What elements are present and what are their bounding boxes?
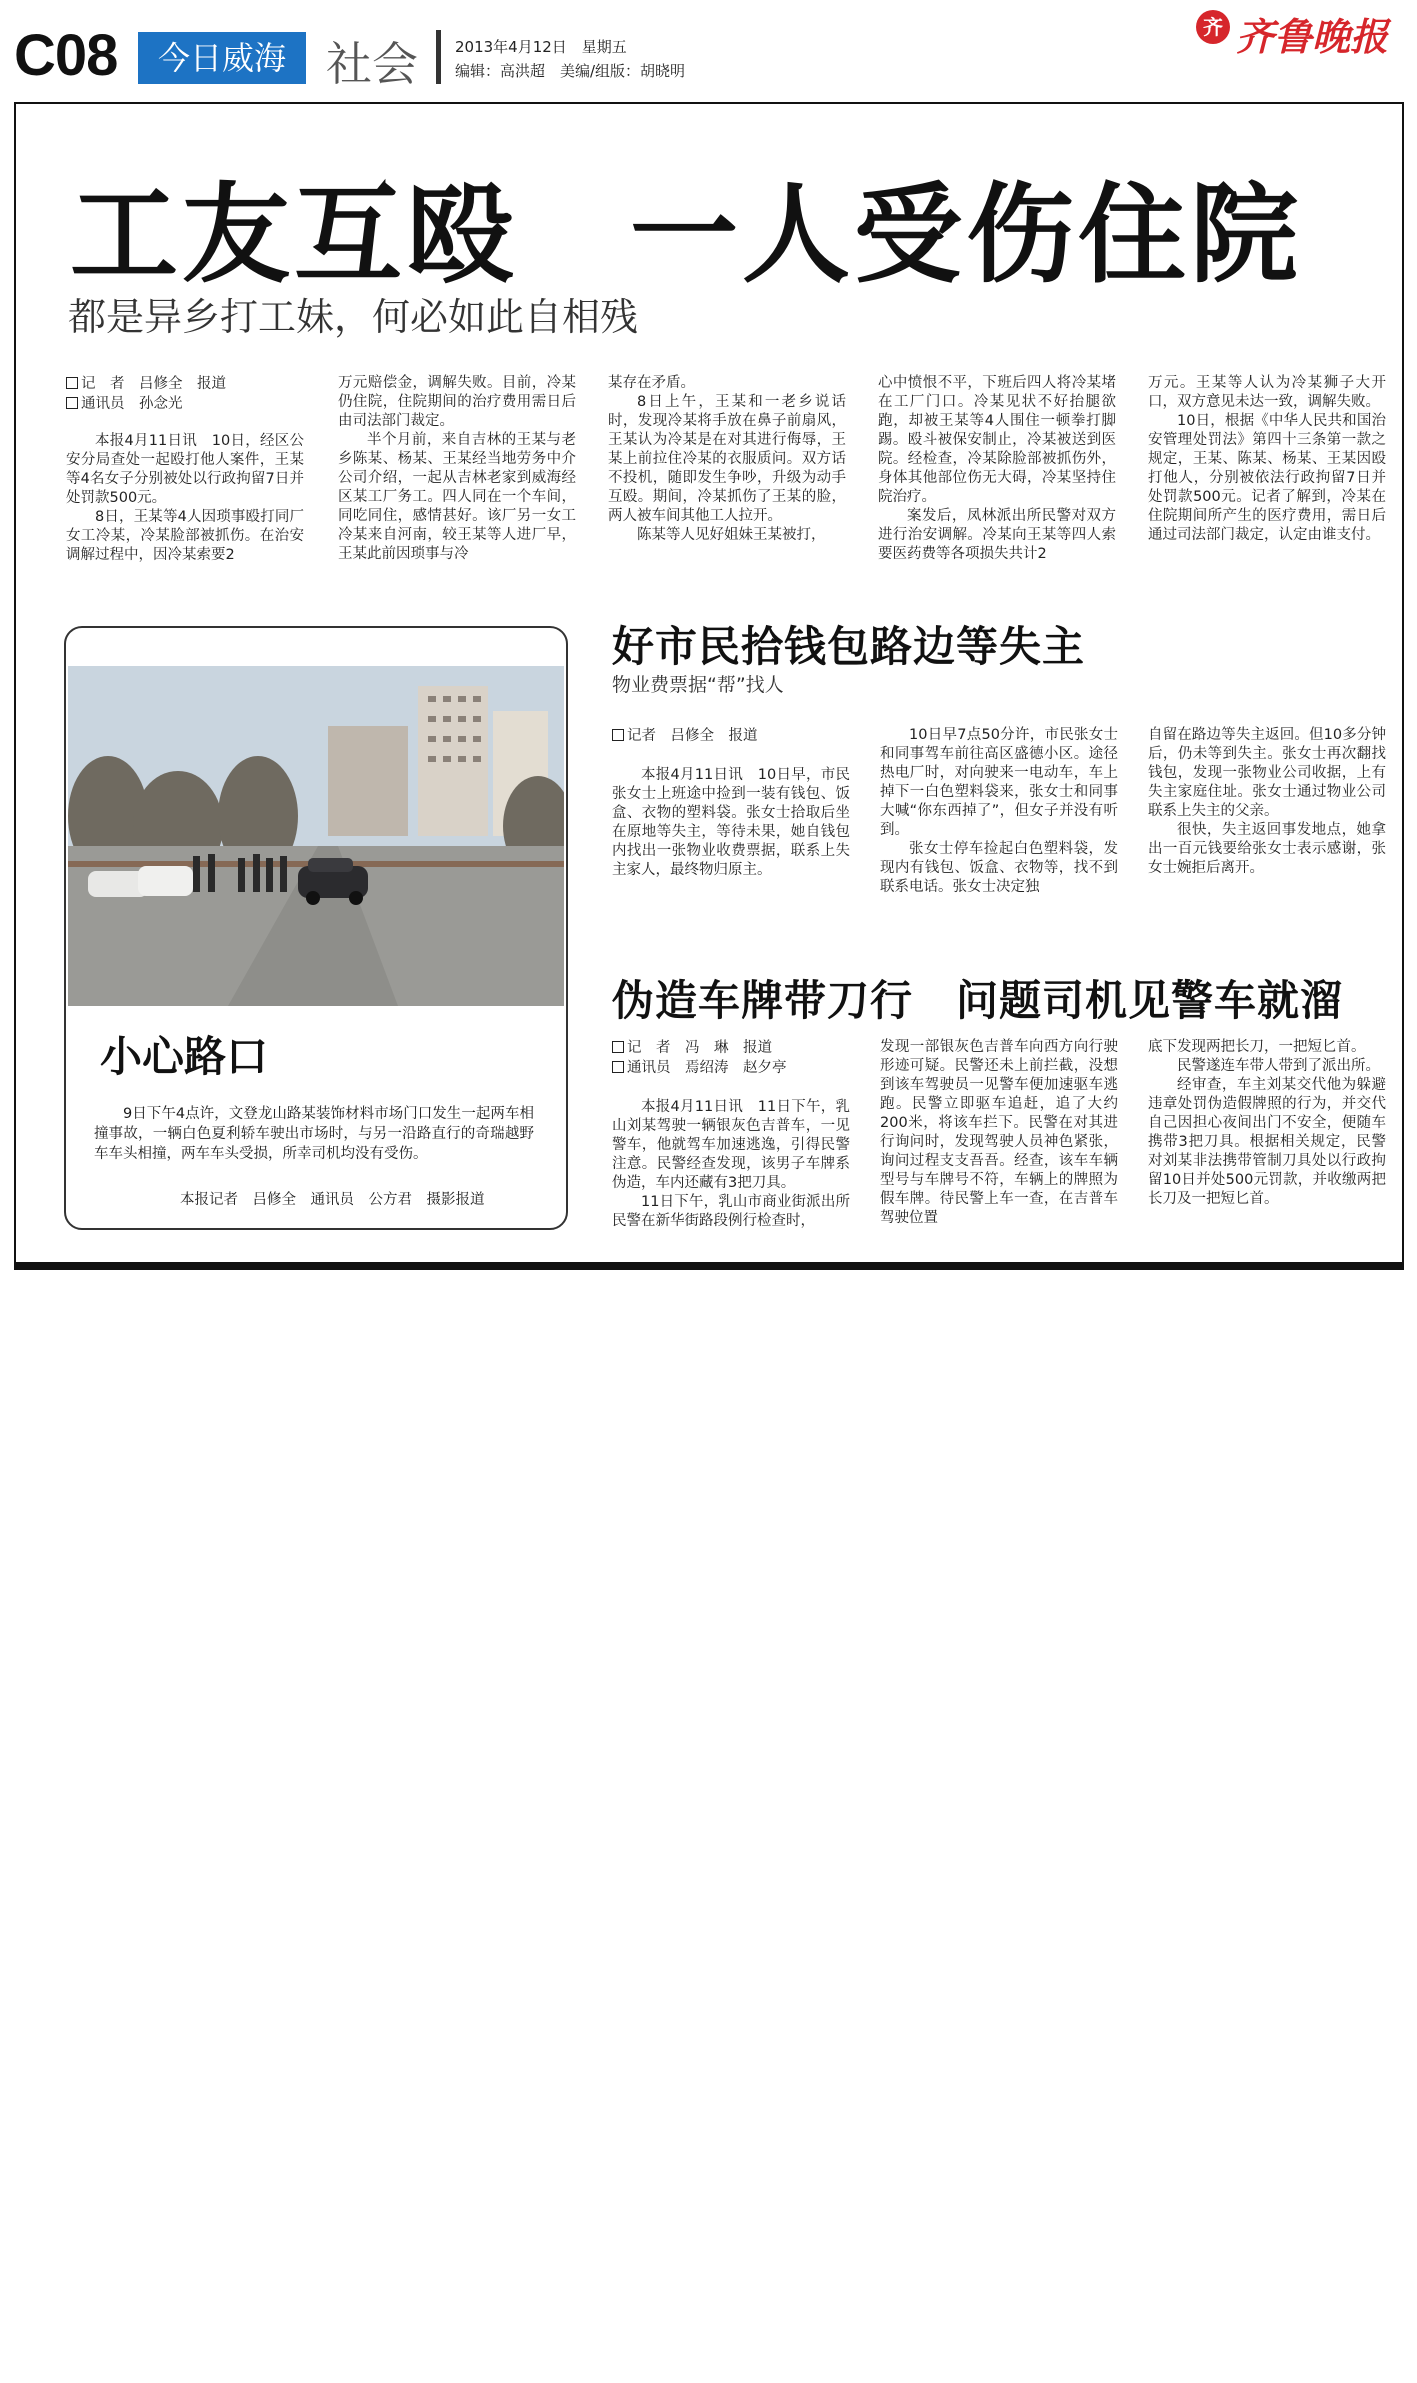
paragraph: 万元。王某等人认为冷某狮子大开口，双方意见未达一致，调解失败。 bbox=[1148, 375, 1386, 410]
paragraph: 8日，王某等4人因琐事殴打同厂女工冷某，冷某脸部被抓伤。在治安调解过程中，因冷某索要2 bbox=[66, 509, 304, 563]
paragraph: 自留在路边等失主返回。但10多分钟后，仍未等到失主。张女士再次翻找钱包，发现一张物业公司收据，上有失主家庭住址。张女士通过物业公司联系上失主的父亲。 bbox=[1148, 727, 1386, 819]
header-divider bbox=[436, 30, 441, 84]
street-scene-illustration bbox=[68, 666, 564, 1006]
paragraph: 底下发现两把长刀，一把短匕首。 bbox=[1148, 1039, 1366, 1055]
story2-column-3 bbox=[1148, 726, 1386, 878]
paragraph: 10日，根据《中华人民共和国治安管理处罚法》第四十三条第一款之规定，王某、陈某、杨某、王某因殴打他人，分别被依法行政拘留7日并处罚款500元。记者了解到，冷某在住院期间所产生的医疗费用，需日后通过司法部门裁定，认定由谁支付。 bbox=[1148, 413, 1386, 543]
story2-column-1 bbox=[612, 766, 850, 880]
paragraph: 8日上午，王某和一老乡说话时，发现冷某将手放在鼻子前扇风，王某认为冷某是在对其进行侮辱，王某上前拉住冷某的衣服质问。双方话不投机，随即发生争吵，升级为动手互殴。期间，冷某抓伤了王某的脸，两人被车间其他工人拉开。 bbox=[608, 394, 846, 524]
story1-column-1 bbox=[66, 432, 304, 565]
paragraph: 心中愤恨不平，下班后四人将冷某堵在工厂门口。冷某见状不好抬腿欲跑，却被王某等4人围住一顿拳打脚踢。殴斗被保安制止，冷某被送到医院。经检查，冷某除脸部被抓伤外，身体其他部位伤无大碍，冷某坚持住院治疗。 bbox=[878, 375, 1116, 505]
paragraph: 发现一部银灰色吉普车向西方向行驶形迹可疑。民警还未上前拦截，没想到该车驾驶员一见警车便加速驱车逃跑。民警立即驱车追赶，追了大约200米，将该车拦下。民警在对其进行询问时，发现驾驶人员神色紧张，询问过程支支吾吾。经查，该车车辆型号与车牌号不符，车辆上的牌照为假车牌。待民警上车一查，在吉普车驾驶位置 bbox=[880, 1039, 1118, 1226]
paragraph: 某存在矛盾。 bbox=[608, 375, 695, 391]
paragraph: 半个月前，来自吉林的王某与老乡陈某、杨某、王某经当地劳务中介公司介绍，一起从吉林老家到威海经区某工厂务工。四人同在一个车间，同吃同住，感情甚好。该厂另一女工冷某来自河南，较王某等人进厂早，王某此前因琐事与冷 bbox=[338, 432, 576, 562]
paragraph: 本报4月11日讯 10日早，市民张女士上班途中捡到一装有钱包、饭盒、衣物的塑料袋。张女士拾取后坐在原地等失主，等待未果，她自钱包内找出一张物业收费票据，联系上失主家人，最终物归原主。 bbox=[612, 767, 850, 878]
paragraph: 民警遂连车带人带到了派出所。 bbox=[1177, 1058, 1380, 1074]
paragraph: 11日下午，乳山市商业街派出所民警在新华街路段例行检查时， bbox=[612, 1194, 850, 1229]
section-name: 社会 bbox=[326, 37, 418, 91]
story3-column-2 bbox=[880, 1038, 1118, 1228]
byline-reporter: 记 者 吕修全 报道 bbox=[81, 376, 226, 392]
story3-headline: 伪造车牌带刀行 问题司机见警车就溜 bbox=[612, 976, 1344, 1025]
byline-correspondent: 通讯员 孙念光 bbox=[81, 396, 183, 412]
paragraph: 经审查，车主刘某交代他为躲避违章处罚伪造假牌照的行为，并交代自己因担心夜间出门不安全，便随车携带3把刀具。根据相关规定，民警对刘某非法携带管制刀具处以行政拘留10日并处500元罚款，并收缴两把长刀及一把短匕首。 bbox=[1148, 1077, 1386, 1207]
paragraph: 陈某等人见好姐妹王某被打， bbox=[637, 527, 826, 543]
byline-correspondent: 通讯员 焉绍涛 赵夕亭 bbox=[627, 1060, 787, 1076]
story2-column-2 bbox=[880, 726, 1118, 897]
paragraph: 本报4月11日讯 10日，经区公安分局查处一起殴打他人案件，王某等4名女子分别被处以行政拘留7日并处罚款500元。 bbox=[66, 433, 304, 506]
section-tab: 今日威海 bbox=[138, 32, 306, 84]
paragraph: 10日早7点50分许，市民张女士和同事驾车前往高区盛德小区。途径热电厂时，对向驶来一电动车，车上掉下一白色塑料袋来，张女士和同事大喊“你东西掉了”，但女子并没有听到。 bbox=[880, 727, 1118, 838]
logo-mark-icon: 齐 bbox=[1196, 10, 1230, 44]
story2-subheadline: 物业费票据“帮”找人 bbox=[612, 674, 784, 696]
story1-column-4 bbox=[878, 374, 1116, 564]
byline-reporter: 记者 吕修全 报道 bbox=[627, 728, 758, 744]
story1-column-5 bbox=[1148, 374, 1386, 545]
frame-bottom-rule bbox=[14, 1262, 1404, 1270]
paragraph: 张女士停车捡起白色塑料袋，发现内有钱包、饭盒、衣物等，找不到联系电话。张女士决定独 bbox=[880, 841, 1118, 895]
box-bullet-icon bbox=[66, 377, 78, 389]
paragraph: 很快，失主返回事发地点，她拿出一百元钱要给张女士表示感谢，张女士婉拒后离开。 bbox=[1148, 822, 1386, 876]
story2-byline bbox=[612, 726, 852, 746]
box-bullet-icon bbox=[612, 1061, 624, 1073]
newspaper-logo: 齐鲁晚报 bbox=[1236, 14, 1389, 59]
photo-credit: 本报记者 吕修全 通讯员 公方君 摄影报道 bbox=[180, 1192, 485, 1208]
accident-photo bbox=[68, 666, 564, 1006]
byline-reporter: 记 者 冯 琳 报道 bbox=[627, 1040, 772, 1056]
editor-line: 编辑：高洪超 美编/组版：胡晓明 bbox=[455, 62, 686, 80]
box-bullet-icon bbox=[612, 729, 624, 741]
date-line: 2013年4月12日 星期五 bbox=[455, 38, 627, 56]
story1-subheadline: 都是异乡打工妹，何必如此自相残 bbox=[68, 295, 639, 339]
paragraph: 本报4月11日讯 11日下午，乳山刘某驾驶一辆银灰色吉普车，一见警车，他就驾车加速逃逸，引得民警注意。民警经查发现，该男子车牌系伪造，车内还藏有3把刀具。 bbox=[612, 1099, 850, 1191]
story2-headline: 好市民拾钱包路边等失主 bbox=[612, 622, 1086, 671]
paragraph: 案发后，凤林派出所民警对双方进行治安调解。冷某向王某等四人索要医药费等各项损失共计2 bbox=[878, 508, 1116, 562]
story1-column-3 bbox=[608, 374, 846, 545]
paragraph: 万元赔偿金，调解失败。目前，冷某仍住院，住院期间的治疗费用需日后由司法部门裁定。 bbox=[338, 375, 576, 429]
box-bullet-icon bbox=[66, 397, 78, 409]
story1-headline: 工友互殴 一人受伤住院 bbox=[70, 173, 1303, 298]
photo-title: 小心路口 bbox=[100, 1032, 269, 1081]
story3-byline bbox=[612, 1038, 862, 1078]
story1-column-2 bbox=[338, 374, 576, 564]
photo-caption bbox=[94, 1104, 534, 1164]
story1-byline bbox=[66, 374, 316, 414]
story3-column-3 bbox=[1148, 1038, 1386, 1209]
story3-column-1 bbox=[612, 1098, 850, 1231]
box-bullet-icon bbox=[612, 1041, 624, 1053]
page-code: C08 bbox=[14, 23, 118, 88]
caption-paragraph: 9日下午4点许，文登龙山路某装饰材料市场门口发生一起两车相撞事故，一辆白色夏利轿车驶出市场时，与另一沿路直行的奇瑞越野车车头相撞，两车车头受损，所幸司机均没有受伤。 bbox=[94, 1106, 534, 1162]
